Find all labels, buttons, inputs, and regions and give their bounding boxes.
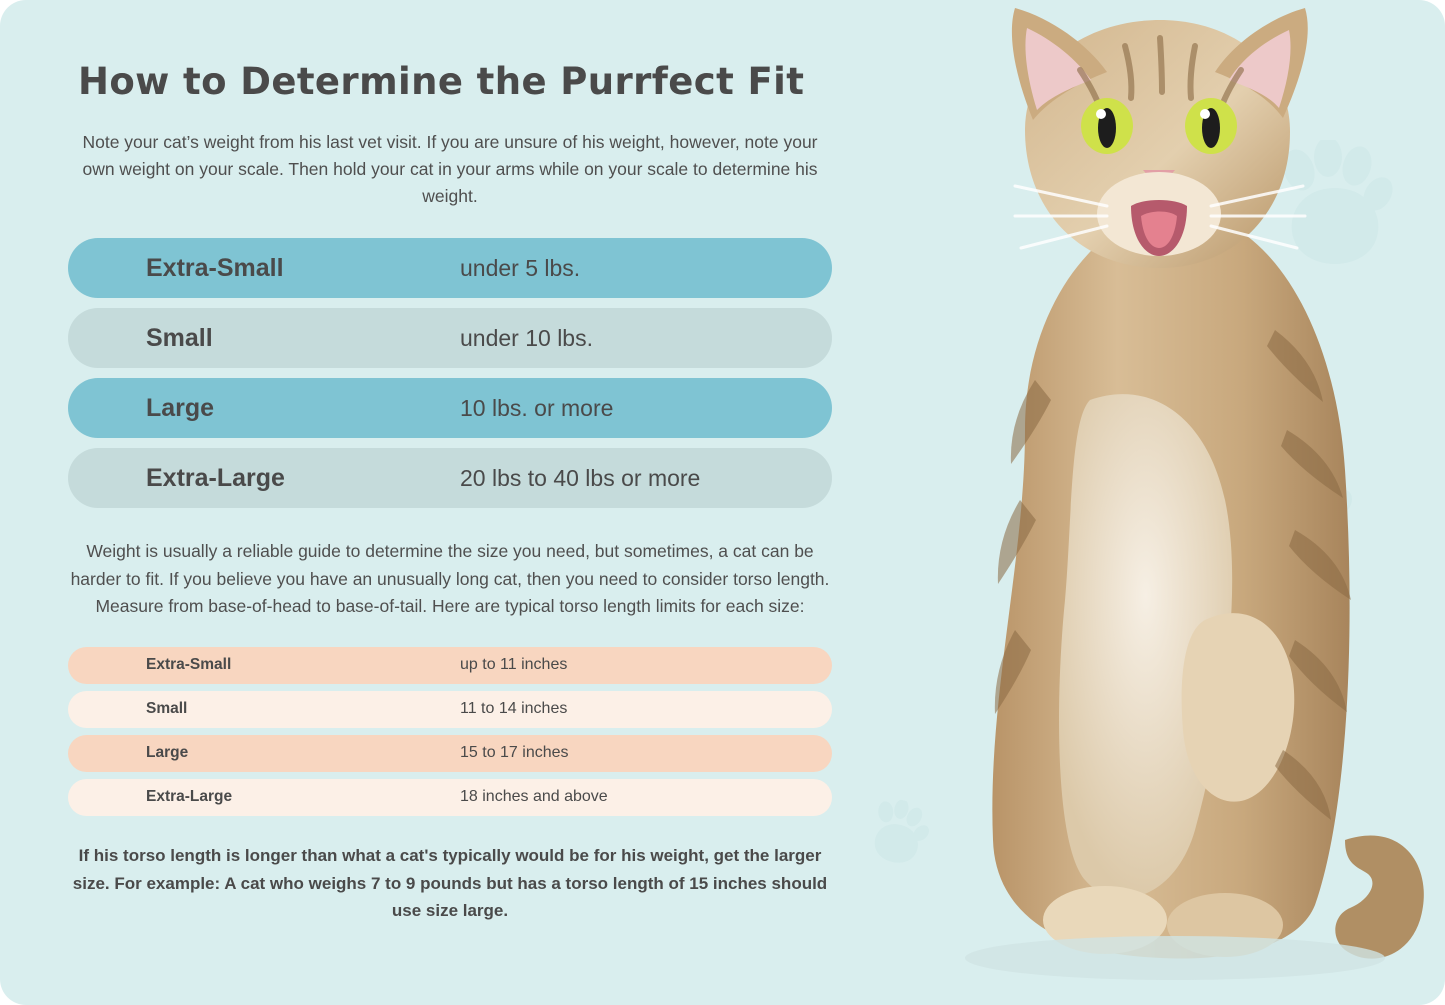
- size-label: Extra-Large: [146, 788, 233, 806]
- table-row: [68, 735, 832, 772]
- tabby-cat-photo: [875, 0, 1445, 1005]
- size-value: under 5 lbs.: [460, 254, 581, 281]
- size-label: Extra-Large: [146, 463, 285, 492]
- table-row: [68, 308, 832, 368]
- size-value: under 10 lbs.: [460, 324, 593, 351]
- size-label: Extra-Small: [146, 253, 284, 282]
- size-value: 18 inches and above: [460, 788, 608, 806]
- table-row: [68, 378, 832, 438]
- table-row: [68, 691, 832, 728]
- size-label: Small: [146, 323, 213, 352]
- size-label: Large: [146, 393, 215, 422]
- torso-intro-paragraph: Weight is usually a reliable guide to determine the size you need, but sometimes, a cat can be harder to fit. If you believe you have an unusually long cat, then you need to consider torso length. Measure from base-of-head to base-of-tail. Here are typical torso length limits for each size:: [70, 541, 830, 617]
- footnote-paragraph: If his torso length is longer than what a cat's typically would be for his weight, get the larger size. For example: A cat who weighs 7 to 9 pounds but has a torso length of 15 inches should use size large.: [72, 845, 828, 921]
- torso-length-table: [0, 647, 900, 816]
- size-value: 11 to 14 inches: [460, 700, 568, 718]
- table-row: [68, 238, 832, 298]
- size-label: Small: [146, 700, 188, 718]
- page-title: How to Determine the Purrfect Fit: [78, 60, 805, 103]
- size-label: Large: [146, 744, 189, 762]
- table-row: [68, 647, 832, 684]
- weight-size-table: [0, 238, 900, 508]
- size-value: 10 lbs. or more: [460, 394, 614, 421]
- size-value: up to 11 inches: [460, 656, 568, 674]
- table-row: [68, 779, 832, 816]
- size-label: Extra-Small: [146, 656, 232, 674]
- intro-paragraph: Note your cat’s weight from his last vet visit. If you are unsure of his weight, however, note your own weight on your scale. Then hold your cat in your arms while on your scale to determine his weight.: [82, 131, 818, 206]
- size-value: 20 lbs to 40 lbs or more: [460, 464, 701, 491]
- size-value: 15 to 17 inches: [460, 744, 569, 762]
- table-row: [68, 448, 832, 508]
